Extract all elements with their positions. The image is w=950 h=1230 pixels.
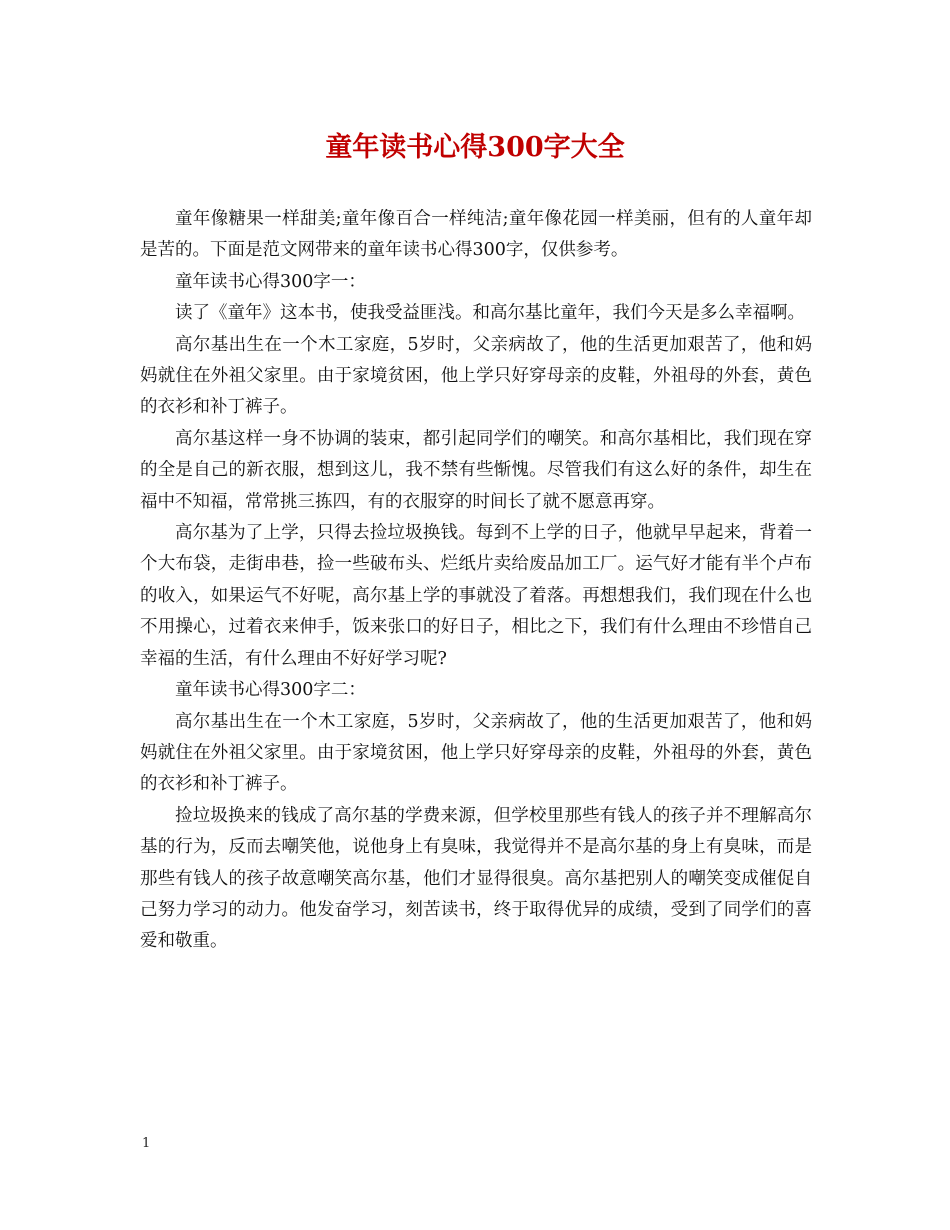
document-title: 童年读书心得300字大全 [325, 132, 625, 163]
page-number: 1 [142, 1136, 151, 1151]
paragraph-intro: 童年像糖果一样甜美;童年像百合一样纯洁;童年像花园一样美丽，但有的人童年却是苦的。下面是范文网带来的童年读书心得300字，仅供参考。 [140, 209, 812, 261]
document-body [140, 204, 812, 958]
paragraph: 高尔基出生在一个木工家庭，5岁时，父亲病故了，他的生活更加艰苦了，他和妈妈就住在外祖父家里。由于家境贫困，他上学只好穿母亲的皮鞋，外祖母的外套，黄色的衣衫和补丁裤子。 [140, 711, 812, 795]
paragraph: 读了《童年》这本书，使我受益匪浅。和高尔基比童年，我们今天是多么幸福啊。 [175, 303, 805, 324]
section-heading-2: 童年读书心得300字二： [175, 680, 366, 701]
paragraph: 高尔基为了上学，只得去捡垃圾换钱。每到不上学的日子，他就早早起来，背着一个大布袋，走街串巷，捡一些破布头、烂纸片卖给废品加工厂。运气好才能有半个卢布的收入，如果运气不好呢，高尔基上学的事就没了着落。再想想我们，我们现在什么也不用操心，过着衣来伸手，饭来张口的好日子，相比之下，我们有什么理由不珍惜自己幸福的生活，有什么理由不好好学习呢? [140, 523, 812, 669]
section-heading-1: 童年读书心得300字一： [175, 271, 366, 292]
paragraph: 高尔基这样一身不协调的装束，都引起同学们的嘲笑。和高尔基相比，我们现在穿的全是自己的新衣服，想到这儿，我不禁有些惭愧。尽管我们有这么好的条件，却生在福中不知福，常常挑三拣四，有的衣服穿的时间长了就不愿意再穿。 [140, 428, 812, 512]
paragraph: 高尔基出生在一个木工家庭，5岁时，父亲病故了，他的生活更加艰苦了，他和妈妈就住在外祖父家里。由于家境贫困，他上学只好穿母亲的皮鞋，外祖母的外套，黄色的衣衫和补丁裤子。 [140, 334, 812, 418]
paragraph: 捡垃圾换来的钱成了高尔基的学费来源，但学校里那些有钱人的孩子并不理解高尔基的行为，反而去嘲笑他，说他身上有臭味，我觉得并不是高尔基的身上有臭味，而是那些有钱人的孩子故意嘲笑高尔基，他们才显得很臭。高尔基把别人的嘲笑变成催促自己努力学习的动力。他发奋学习，刻苦读书，终于取得优异的成绩，受到了同学们的喜爱和敬重。 [140, 805, 812, 952]
